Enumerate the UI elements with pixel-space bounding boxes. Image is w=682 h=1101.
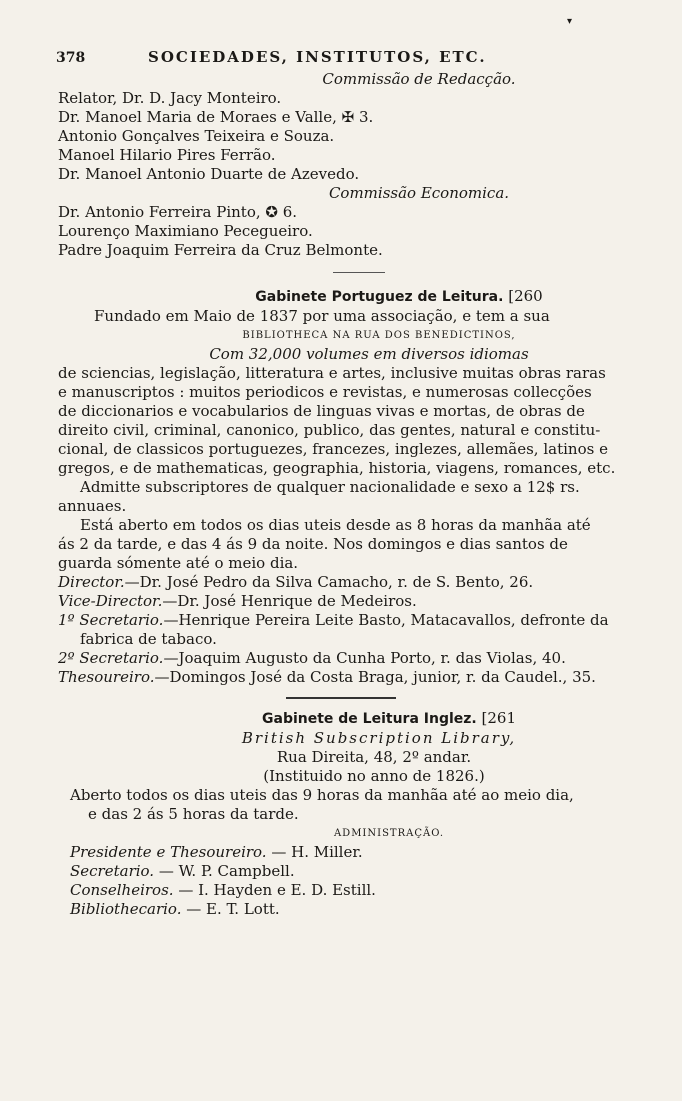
officer-role: Vice-Director. <box>58 592 163 610</box>
admin-name: — E. T. Lott. <box>181 900 280 918</box>
running-title: SOCIEDADES, INSTITUTOS, ETC. <box>148 48 487 66</box>
description-line: de diccionarios e vocabularios de linguas vivas e mortas, de obras de <box>58 402 585 420</box>
section-number: [260 <box>508 287 543 305</box>
officer-name: —Joaquim Augusto da Cunha Porto, r. das Violas, 40. <box>163 649 566 667</box>
admin-role: Conselheiros. <box>70 881 174 899</box>
founded-line: (Instituido no anno de 1826.) <box>263 767 485 785</box>
admin-role: Presidente e Thesoureiro. <box>70 843 267 861</box>
officer-role: 2º Secretario. <box>58 649 164 667</box>
admin-entry <box>70 900 660 919</box>
admin-entry <box>70 881 660 900</box>
description <box>58 364 660 478</box>
officer-role: Thesoureiro. <box>58 668 155 686</box>
page-number: 378 <box>56 50 86 66</box>
admin-entry <box>70 862 660 881</box>
administration-list <box>70 843 660 919</box>
hours-line: guarda sómente até o meio dia. <box>58 554 299 572</box>
officer-name: —Henrique Pereira Leite Basto, Matacavallos, defronte da <box>163 611 609 629</box>
officer-name: —Dr. José Pedro da Silva Camacho, r. de S. Bento, 26. <box>124 573 534 591</box>
officer-entry <box>58 668 660 687</box>
member-line: Antonio Gonçalves Teixeira e Souza. <box>58 127 335 145</box>
hours-line: e das 2 ás 5 horas da tarde. <box>88 805 299 823</box>
member-line: Dr. Manoel Maria de Moraes e Valle, ✠ 3. <box>58 108 374 126</box>
gabinete-portuguez-title-line <box>138 287 660 307</box>
admission-line: Admitte subscriptores de qualquer nacionalidade e sexo a 12$ rs. <box>80 478 580 496</box>
admin-role: Secretario. <box>70 862 155 880</box>
officer-entry <box>58 592 660 611</box>
admission <box>58 478 660 516</box>
officer-name: —Dr. José Henrique de Medeiros. <box>162 592 417 610</box>
hours-line: ás 2 da tarde, e das 4 ás 9 da noite. Nos domingos e dias santos de <box>58 535 568 553</box>
officers-list <box>58 573 660 687</box>
address-line: Rua Direita, 48, 2º andar. <box>276 748 472 766</box>
library-line: BIBLIOTHECA NA RUA DOS BENEDICTINOS, <box>242 330 516 341</box>
officer-entry <box>58 611 660 630</box>
member-line: Dr. Antonio Ferreira Pinto, ✪ 6. <box>58 203 298 221</box>
opening-hours <box>58 516 660 573</box>
member-line: Dr. Manoel Antonio Duarte de Azevedo. <box>58 165 360 183</box>
admission-line: annuaes. <box>58 497 127 515</box>
officer-role: Director. <box>58 573 125 591</box>
officer-role: 1º Secretario. <box>58 611 164 629</box>
section-title: Gabinete Portuguez de Leitura. <box>255 289 504 305</box>
administration-heading: ADMINISTRAÇÃO. <box>333 828 445 839</box>
redaccao-heading: Commissão de Redacção. <box>322 70 516 88</box>
founded-line: Fundado em Maio de 1837 por uma associação, e tem a sua <box>94 307 550 325</box>
divider <box>286 697 396 699</box>
admin-name: — I. Hayden e E. D. Estill. <box>173 881 376 899</box>
economica-heading: Commissão Economica. <box>328 184 510 202</box>
member-line: Relator, Dr. D. Jacy Monteiro. <box>58 89 282 107</box>
redaccao-members <box>58 89 660 184</box>
economica-members <box>58 203 660 260</box>
hours-line: Aberto todos os dias uteis das 9 horas da manhãa até ao meio dia, <box>70 786 574 804</box>
description-line: direito civil, criminal, canonico, publico, das gentes, natural e constitu- <box>58 421 601 439</box>
page-header <box>56 48 660 68</box>
description-line: gregos, e de mathematicas, geographia, historia, viagens, romances, etc. <box>58 459 616 477</box>
gabinete-inglez-title-line <box>118 709 660 729</box>
member-line: Manoel Hilario Pires Ferrão. <box>58 146 276 164</box>
description-line: e manuscriptos : muitos periodicos e revistas, e numerosas collecções <box>58 383 592 401</box>
corner-mark: ▾ <box>566 16 572 27</box>
description-line: de sciencias, legislação, litteratura e artes, inclusive muitas obras raras <box>58 364 606 382</box>
opening-hours <box>58 786 660 824</box>
officer-entry <box>58 649 660 668</box>
description-line: cional, de classicos portuguezes, francezes, inglezes, allemães, latinos e <box>58 440 608 458</box>
officer-continuation: fabrica de tabaco. <box>80 630 217 648</box>
admin-entry <box>70 843 660 862</box>
officer-name: —Domingos José da Costa Braga, junior, r. da Caudel., 35. <box>154 668 596 686</box>
member-line: Lourenço Maximiano Pecegueiro. <box>58 222 313 240</box>
section-number: [261 <box>481 709 516 727</box>
library-subtitle: British Subscription Library, <box>241 729 517 747</box>
divider <box>333 272 385 273</box>
volumes-line: Com 32,000 volumes em diversos idiomas <box>209 345 529 363</box>
admin-name: — H. Miller. <box>266 843 363 861</box>
officer-entry <box>58 573 660 592</box>
member-line: Padre Joaquim Ferreira da Cruz Belmonte. <box>58 241 383 259</box>
admin-role: Bibliothecario. <box>70 900 182 918</box>
admin-name: — W. P. Campbell. <box>154 862 295 880</box>
section-title: Gabinete de Leitura Inglez. <box>262 711 477 727</box>
hours-line: Está aberto em todos os dias uteis desde as 8 horas da manhãa até <box>80 516 591 534</box>
